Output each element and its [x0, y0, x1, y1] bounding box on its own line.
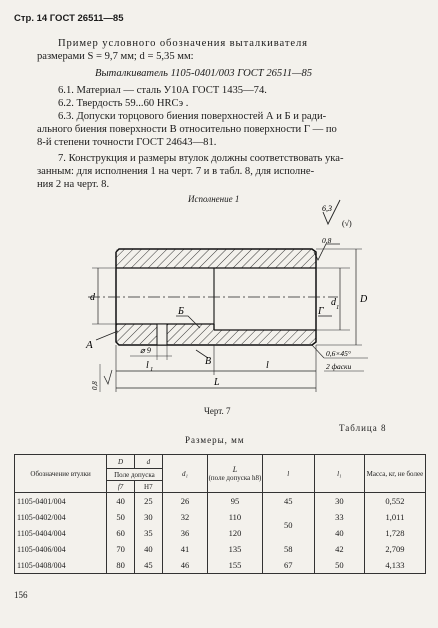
row-D: 40 — [107, 493, 135, 510]
col-D: D — [107, 455, 135, 469]
dim-d: d — [90, 292, 95, 303]
dim-l1-sub: 1 — [150, 366, 154, 373]
tolerance-D: f7 — [107, 481, 135, 493]
row-d1: 32 — [162, 509, 208, 525]
tolerance-d: H7 — [134, 481, 162, 493]
row-code: 1105-0408/004 — [15, 557, 107, 574]
row-code: 1105-0406/004 — [15, 541, 107, 557]
row-mass: 2,709 — [364, 541, 425, 557]
row-l: 45 — [262, 493, 314, 510]
dim-chamfer-note: 2 фаски — [326, 362, 352, 371]
label-G: Г — [318, 306, 324, 317]
dim-d1-sub: 1 — [336, 304, 340, 311]
row-mass: 1,728 — [364, 525, 425, 541]
row-L: 95 — [208, 493, 262, 510]
row-code: 1105-0401/004 — [15, 493, 107, 510]
bushing-section — [88, 249, 338, 345]
row-l1: 42 — [314, 541, 364, 557]
dim-d1: d — [331, 297, 336, 308]
row-d1: 36 — [162, 525, 208, 541]
table-title: Размеры, мм — [185, 435, 245, 445]
row-L: 110 — [208, 509, 262, 525]
table-row — [15, 525, 426, 541]
row-mass: 0,552 — [364, 493, 425, 510]
paragraph-6-3-line-3: 8-й степени точности ГОСТ 24643—81. — [37, 137, 217, 148]
page-header: Стр. 14 ГОСТ 26511—85 — [14, 13, 124, 24]
row-l: 67 — [262, 557, 314, 574]
row-mass: 1,011 — [364, 509, 425, 525]
table-label: Таблица 8 — [339, 423, 387, 433]
col-d: d — [134, 455, 162, 469]
row-L: 120 — [208, 525, 262, 541]
paragraph-6-3-line-1: 6.3. Допуски торцового биения поверхностей А и Б и ради- — [58, 111, 327, 122]
row-d: 30 — [134, 509, 162, 525]
label-A: А — [86, 339, 93, 351]
dim-chamfer: 0,6×45° — [326, 349, 351, 358]
table-row — [15, 493, 426, 510]
row-D: 50 — [107, 509, 135, 525]
execution-label: Исполнение 1 — [188, 194, 240, 204]
row-d: 25 — [134, 493, 162, 510]
row-code: 1105-0402/004 — [15, 509, 107, 525]
roughness-symbol — [322, 200, 352, 228]
example-line-2: размерами S = 9,7 мм; d = 5,35 мм: — [37, 51, 194, 62]
table-row — [15, 541, 426, 557]
row-d: 45 — [134, 557, 162, 574]
page-number: 156 — [14, 590, 28, 600]
row-d1: 41 — [162, 541, 208, 557]
table-row — [15, 509, 426, 525]
col-L-note: (поле допуска h8) — [208, 473, 262, 482]
tolerance-field-header: Поле допуска — [107, 469, 163, 481]
label-B: Б — [178, 306, 184, 317]
row-d1: 46 — [162, 557, 208, 574]
row-L: 135 — [208, 541, 262, 557]
row-D: 60 — [107, 525, 135, 541]
row-D: 70 — [107, 541, 135, 557]
row-D: 80 — [107, 557, 135, 574]
paragraph-7-line-1: 7. Конструкция и размеры втулок должны соответствовать ука- — [58, 153, 344, 164]
row-code: 1105-0404/004 — [15, 525, 107, 541]
row-l1: 33 — [314, 509, 364, 525]
row-l1: 30 — [314, 493, 364, 510]
row-d: 35 — [134, 525, 162, 541]
col-l1: l₁ — [314, 455, 364, 493]
paragraph-6-3-line-2: ального биения поверхности В относительно поверхности Г — по — [37, 124, 337, 135]
row-l: 50 — [262, 509, 314, 541]
dim-hole: ⌀ 9 — [140, 346, 151, 355]
roughness-bottom: 0,8 — [91, 381, 99, 390]
col-L-symbol: L — [232, 464, 238, 474]
paragraph-7-line-2: занным: для исполнения 1 на черт. 7 и в табл. 8, для исполне- — [37, 166, 315, 177]
row-mass: 4,133 — [364, 557, 425, 574]
designation-example: Выталкиватель 1105-0401/003 ГОСТ 26511—85 — [95, 68, 313, 79]
dimensions-table — [14, 454, 426, 574]
roughness-main: 6,3 — [322, 204, 332, 213]
row-d1: 26 — [162, 493, 208, 510]
label-V: В — [205, 356, 212, 367]
row-l1: 50 — [314, 557, 364, 574]
roughness-paren: (√) — [342, 219, 352, 228]
col-mass: Масса, кг, не более — [364, 455, 425, 493]
col-d1: d₁ — [162, 455, 208, 493]
paragraph-6-1: 6.1. Материал — сталь У10А ГОСТ 1435—74. — [58, 85, 267, 96]
dim-D: D — [360, 294, 368, 305]
row-L: 155 — [208, 557, 262, 574]
dim-L: L — [214, 377, 220, 388]
col-designation: Обозначение втулки — [15, 455, 107, 493]
dim-l: l — [266, 360, 269, 371]
paragraph-6-2: 6.2. Твердость 59...60 HRCэ . — [58, 98, 189, 109]
row-l1: 40 — [314, 525, 364, 541]
figure-caption: Черт. 7 — [204, 406, 231, 416]
dim-l1: l — [146, 360, 149, 371]
row-d: 40 — [134, 541, 162, 557]
col-L — [208, 455, 262, 493]
col-l: l — [262, 455, 314, 493]
roughness-top: 0,8 — [322, 236, 332, 245]
paragraph-7-line-3: ния 2 на черт. 8. — [37, 179, 110, 190]
table-row — [15, 557, 426, 574]
example-line-1: Пример условного обозначения выталкивателя — [58, 38, 308, 49]
row-l: 58 — [262, 541, 314, 557]
